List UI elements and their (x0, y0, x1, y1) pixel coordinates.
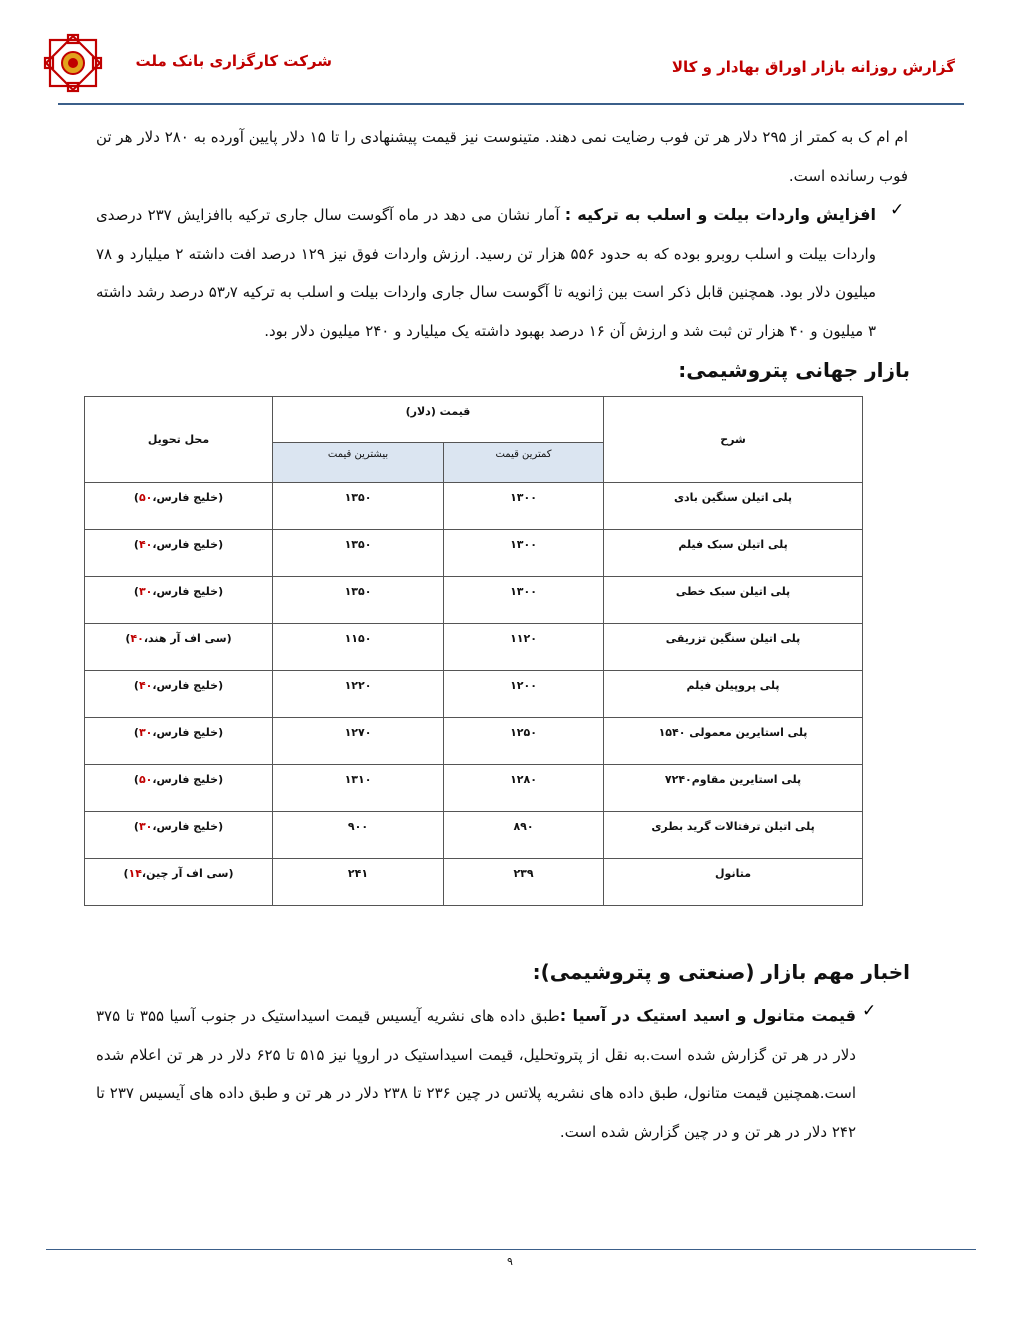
cell-min-price: ۱۳۰۰ (444, 530, 604, 577)
cell-max-price: ۱۲۲۰ (273, 671, 444, 718)
bullet-methanol-acetic-acid (96, 997, 856, 1151)
table-row (85, 624, 863, 671)
cell-max-price: ۱۳۵۰ (273, 483, 444, 530)
table-row (85, 530, 863, 577)
cell-max-price: ۹۰۰ (273, 812, 444, 859)
cell-description: پلی استایرین معمولی ۱۵۴۰ (604, 718, 863, 765)
cell-description: پلی پروپیلن فیلم (604, 671, 863, 718)
section-title-petrochemical-market: بازار جهانی پتروشیمی: (678, 358, 910, 382)
cell-max-price: ۱۳۵۰ (273, 530, 444, 577)
report-title: گزارش روزانه بازار اوراق بهادار و کالا (671, 58, 955, 76)
cell-location (85, 765, 273, 812)
cell-description: پلی استایرین مقاوم۷۲۴۰ (604, 765, 863, 812)
cell-description: پلی اتیلن سنگین بادی (604, 483, 863, 530)
location-close-paren: ) (123, 867, 129, 880)
location-name: (خلیج فارس، (152, 773, 224, 786)
location-days: ۴۰ (138, 538, 153, 551)
header-location: محل تحویل (85, 397, 273, 483)
table-row (85, 812, 863, 859)
header-price: قیمت (دلار) (273, 397, 604, 443)
cell-location (85, 624, 273, 671)
check-mark-icon: ✓ (862, 1001, 877, 1021)
header-max-price: بیشترین قیمت (273, 443, 444, 483)
table-row (85, 483, 863, 530)
cell-min-price: ۱۲۰۰ (444, 671, 604, 718)
table-row (85, 577, 863, 624)
location-days: ۳۰ (138, 726, 153, 739)
bank-mellat-logo (40, 30, 106, 96)
bullet-turkey-imports (96, 196, 876, 350)
location-days: ۴۰ (130, 632, 144, 645)
table-row (85, 765, 863, 812)
cell-description: پلی اتیلن سبک فیلم (604, 530, 863, 577)
bullet-text: آمار نشان می دهد در ماه آگوست سال جاری ترکیه باافزایش ۲۳۷ درصدی واردات بیلت و اسلب روبرو بوده که به حدود ۵۵۶ هزار تن رسید. ارزش واردات فوق نیز ۱۲۹ درصد افت داشته ۲ میلیارد و ۷۸ میلیون دلار بود. همچنین قابل ذکر است بین ژانویه تا آگوست سال جاری واردات بیلت و اسلب به ترکیه ۵۳٫۷ درصد رشد داشته ۳ میلیون و ۴۰ هزار تن ثبت شد و ارزش آن ۱۶ درصد بهبود داشته یک میلیارد و ۲۴۰ میلیون دلار بود. (96, 206, 876, 340)
cell-location (85, 483, 273, 530)
cell-min-price: ۱۳۰۰ (444, 483, 604, 530)
bullet-heading: قیمت متانول و اسید استیک در آسیا : (559, 1006, 857, 1025)
location-days: ۵۰ (138, 491, 153, 504)
cell-min-price: ۲۳۹ (444, 859, 604, 906)
cell-location (85, 718, 273, 765)
cell-description: پلی اتیلن سبک خطی (604, 577, 863, 624)
cell-max-price: ۱۳۵۰ (273, 577, 444, 624)
cell-description: پلی اتیلن سنگین تزریقی (604, 624, 863, 671)
petrochemical-price-table (84, 396, 863, 906)
cell-min-price: ۱۲۸۰ (444, 765, 604, 812)
location-name: (خلیج فارس، (152, 679, 224, 692)
table-row (85, 859, 863, 906)
cell-location (85, 530, 273, 577)
cell-location (85, 577, 273, 624)
cell-min-price: ۱۲۵۰ (444, 718, 604, 765)
location-close-paren: ) (133, 491, 139, 504)
location-days: ۱۴ (128, 867, 142, 880)
location-days: ۴۰ (138, 679, 153, 692)
location-name: (خلیج فارس، (152, 585, 224, 598)
cell-max-price: ۲۴۱ (273, 859, 444, 906)
location-days: ۵۰ (138, 773, 153, 786)
table-row (85, 671, 863, 718)
table-row (85, 718, 863, 765)
cell-location (85, 812, 273, 859)
cell-description: پلی اتیلن ترفتالات گرید بطری (604, 812, 863, 859)
cell-min-price: ۱۱۲۰ (444, 624, 604, 671)
location-name: (سی اف آر چین، (141, 867, 234, 880)
location-name: (سی اف آر هند، (143, 632, 232, 645)
location-close-paren: ) (133, 679, 139, 692)
header-divider (58, 103, 964, 105)
cell-min-price: ۸۹۰ (444, 812, 604, 859)
location-name: (خلیج فارس، (152, 491, 224, 504)
header-min-price: کمترین قیمت (444, 443, 604, 483)
cell-description: متانول (604, 859, 863, 906)
header-description: شرح (604, 397, 863, 483)
cell-max-price: ۱۲۷۰ (273, 718, 444, 765)
location-close-paren: ) (133, 773, 139, 786)
cell-max-price: ۱۱۵۰ (273, 624, 444, 671)
location-name: (خلیج فارس، (152, 538, 224, 551)
location-close-paren: ) (133, 538, 139, 551)
location-close-paren: ) (125, 632, 131, 645)
location-days: ۳۰ (138, 585, 153, 598)
cell-min-price: ۱۳۰۰ (444, 577, 604, 624)
cell-location (85, 671, 273, 718)
location-name: (خلیج فارس، (152, 726, 224, 739)
cell-location (85, 859, 273, 906)
cell-max-price: ۱۳۱۰ (273, 765, 444, 812)
footer-divider (46, 1249, 976, 1250)
section-title-market-news: اخبار مهم بازار (صنعتی و پتروشیمی): (532, 960, 910, 984)
bullet-text: طبق داده های نشریه آیسیس قیمت اسیداستیک در جنوب آسیا ۳۵۵ تا ۳۷۵ دلار در هر تن گزارش شده است.به نقل از پتروتحلیل، قیمت اسیداستیک در اروپا نیز ۵۱۵ تا ۶۲۵ دلار در هر تن اعلام شده است.همچنین قیمت متانول، طبق داده های نشریه پلاتس در چین ۲۳۶ تا ۲۳۸ دلار در هر تن و طبق داده های آیسیس ۲۳۷ تا ۲۴۲ دلار در هر تن و در چین گزارش شده است. (96, 1007, 857, 1141)
page-number: ۹ (507, 1255, 513, 1268)
paragraph-steel-prices: ام ام ک به کمتر از ۲۹۵ دلار هر تن فوب رضایت نمی دهند. متینوست نیز قیمت پیشنهادی را تا ۱۵ دلار پایین آورده به ۲۸۰ دلار هر تن فوب رسانده است. (96, 128, 909, 185)
location-close-paren: ) (133, 726, 139, 739)
location-close-paren: ) (133, 820, 139, 833)
location-days: ۳۰ (138, 820, 153, 833)
company-name: شرکت کارگزاری بانک ملت (135, 52, 332, 70)
check-mark-icon: ✓ (890, 200, 905, 220)
bullet-heading: افزایش واردات بیلت و اسلب به ترکیه : (564, 205, 877, 224)
location-close-paren: ) (133, 585, 139, 598)
location-name: (خلیج فارس، (152, 820, 224, 833)
